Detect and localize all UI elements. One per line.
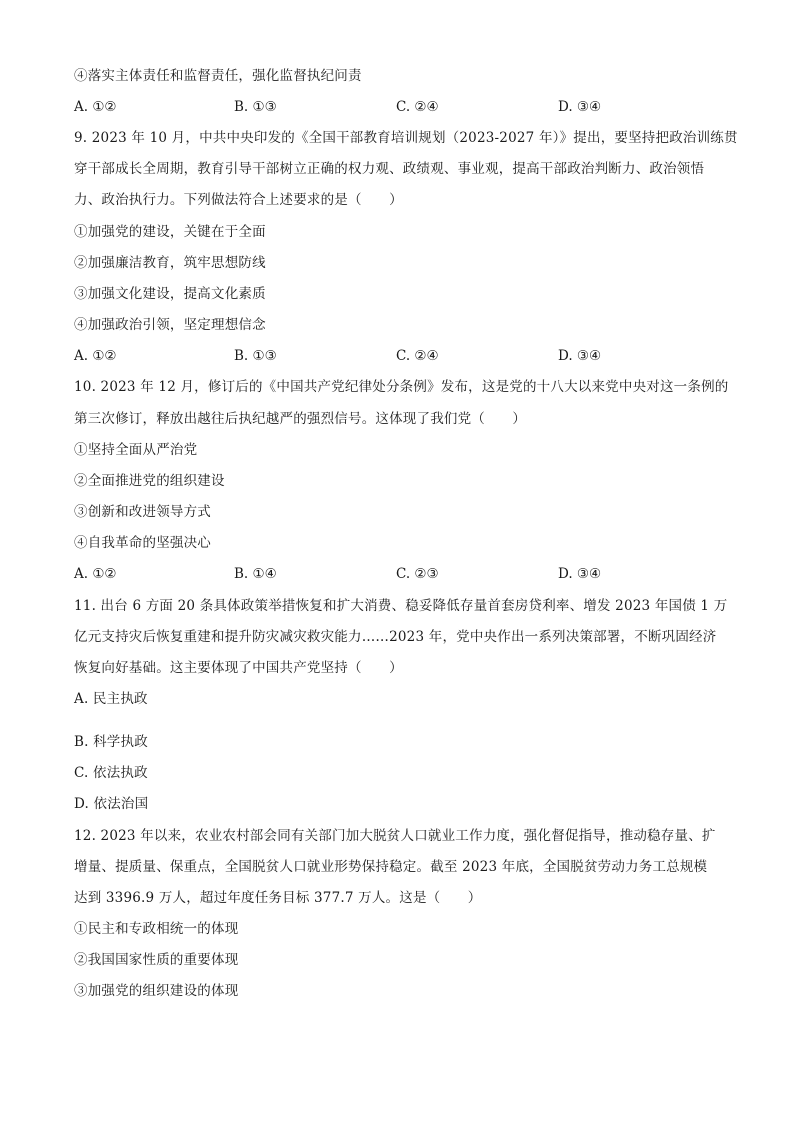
q10-option-b: B. ①④ bbox=[234, 566, 277, 582]
q12-stem-line-3: 达到 3396.9 万人，超过年度任务目标 377.7 万人。这是（ ） bbox=[74, 890, 482, 906]
q12-item-2: ②我国国家性质的重要体现 bbox=[74, 952, 239, 968]
q12-item-1: ①民主和专政相统一的体现 bbox=[74, 921, 239, 937]
q9-options bbox=[74, 346, 634, 366]
q10-item-3: ③创新和改进领导方式 bbox=[74, 504, 211, 520]
q11-option-b: B. 科学执政 bbox=[74, 734, 148, 750]
q10-option-a: A. ①② bbox=[74, 566, 117, 582]
q8-options bbox=[74, 97, 634, 117]
q10-stem-line-2: 第三次修订，释放出越往后执纪越严的强烈信号。这体现了我们党（ ） bbox=[74, 411, 527, 427]
q11-stem-line-1: 11. 出台 6 方面 20 条具体政策举措恢复和扩大消费、稳妥降低存量首套房贷利率、增发 2023 年国债 1 万 bbox=[74, 598, 728, 614]
q8-item-4: ④落实主体责任和监督责任，强化监督执纪问责 bbox=[74, 68, 362, 84]
q11-option-a: A. 民主执政 bbox=[74, 691, 148, 707]
q8-option-d: D. ③④ bbox=[558, 99, 602, 115]
q9-stem-line-1: 9. 2023 年 10 月，中共中央印发的《全国干部教育培训规划（2023-2027 年）》提出，要坚持把政治训练贯 bbox=[74, 130, 738, 146]
q8-option-c: C. ②④ bbox=[396, 99, 439, 115]
q11-option-d: D. 依法治国 bbox=[74, 796, 149, 812]
q9-item-3: ③加强文化建设，提高文化素质 bbox=[74, 286, 266, 302]
q9-option-c: C. ②④ bbox=[396, 348, 439, 364]
q12-item-3: ③加强党的组织建设的体现 bbox=[74, 983, 239, 999]
q8-option-b: B. ①③ bbox=[234, 99, 277, 115]
q8-option-a: A. ①② bbox=[74, 99, 117, 115]
q12-stem-line-1: 12. 2023 年以来，农业农村部会同有关部门加大脱贫人口就业工作力度，强化督促指导，推动稳存量、扩 bbox=[74, 828, 716, 844]
q9-stem-line-2: 穿干部成长全周期，教育引导干部树立正确的权力观、政绩观、事业观，提高干部政治判断力、政治领悟 bbox=[74, 161, 705, 177]
q9-option-b: B. ①③ bbox=[234, 348, 277, 364]
q10-item-2: ②全面推进党的组织建设 bbox=[74, 473, 225, 489]
q9-item-1: ①加强党的建设，关键在于全面 bbox=[74, 224, 266, 240]
q10-option-d: D. ③④ bbox=[558, 566, 602, 582]
q9-option-d: D. ③④ bbox=[558, 348, 602, 364]
q9-option-a: A. ①② bbox=[74, 348, 117, 364]
q9-item-2: ②加强廉洁教育，筑牢思想防线 bbox=[74, 255, 266, 271]
q10-item-1: ①坚持全面从严治党 bbox=[74, 442, 198, 458]
q9-stem-line-3: 力、政治执行力。下列做法符合上述要求的是（ ） bbox=[74, 192, 403, 208]
q10-option-c: C. ②③ bbox=[396, 566, 439, 582]
q10-item-4: ④自我革命的坚强决心 bbox=[74, 535, 211, 551]
q10-options bbox=[74, 564, 634, 584]
q12-stem-line-2: 增量、提质量、保重点，全国脱贫人口就业形势保持稳定。截至 2023 年底，全国脱贫劳动力务工总规模 bbox=[74, 859, 708, 875]
q11-stem-line-3: 恢复向好基础。这主要体现了中国共产党坚持（ ） bbox=[74, 660, 403, 676]
q11-option-c: C. 依法执政 bbox=[74, 765, 148, 781]
q9-item-4: ④加强政治引领，坚定理想信念 bbox=[74, 317, 266, 333]
q10-stem-line-1: 10. 2023 年 12 月，修订后的《中国共产党纪律处分条例》发布，这是党的十八大以来党中央对这一条例的 bbox=[74, 379, 729, 395]
q11-stem-line-2: 亿元支持灾后恢复重建和提升防灾减灾救灾能力……2023 年，党中央作出一系列决策部署，不断巩固经济 bbox=[74, 629, 717, 645]
